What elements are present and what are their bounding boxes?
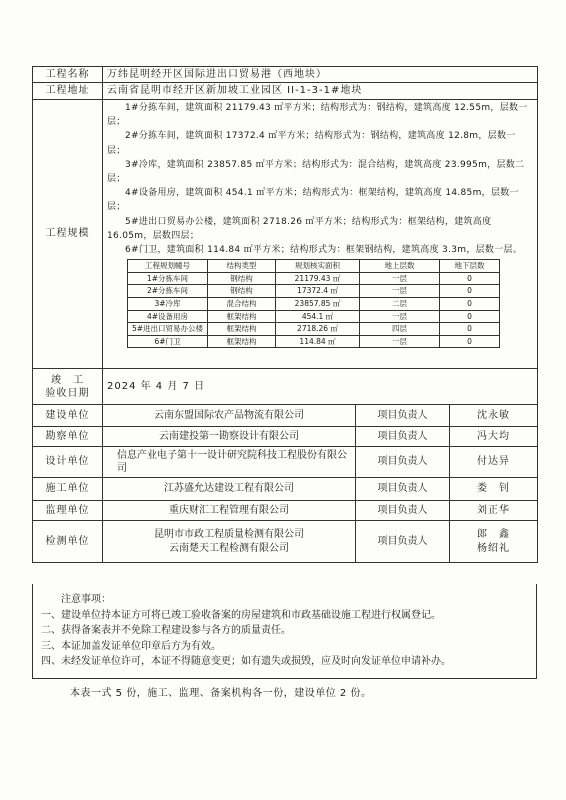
building-table-row [128,310,500,323]
project-scope-row [33,100,538,369]
scope-description [107,101,533,257]
building-table-cell: 3#冷库 [128,298,208,311]
party-row [33,447,538,478]
building-table-cell: 23857.85 ㎡ [276,298,360,311]
testing-person-1: 郎 鑫 [477,528,510,540]
building-table-header-cell: 规划核实面积 [276,260,360,273]
note-item: 一、建设单位持本证方可将已竣工验收备案的房屋建筑和市政基础设施工程进行权属登记。 [41,609,441,621]
party-label: 设计单位 [33,447,103,478]
building-table-row [128,298,500,311]
building-table-cell: 框架结构 [208,310,276,323]
building-table-cell: 21179.43 ㎡ [276,272,360,285]
scope-line: 3#冷库，建筑面积 23857.85 ㎡平方米；结构形式为：混合结构，建筑高度 23.995m，层数二层； [107,159,525,185]
building-table-cell: 钢结构 [208,285,276,298]
party-person-signature: 付达异 [450,447,538,478]
party-unit: 信息产业电子第十一设计研究院科技工程股份有限公司 [103,447,356,478]
project-name-row [33,67,538,83]
building-table-cell: 一层 [360,285,440,298]
building-table-cell: 一层 [360,310,440,323]
scope-line: 6#门卫，建筑面积 114.84 ㎡平方米；结构形式为：框架钢结构，建筑高度 3.3m，层数一层。 [125,245,523,256]
building-table-cell: 0 [440,272,500,285]
acceptance-date: 2024 年 4 月 7 日 [103,369,538,405]
testing-unit-2: 云南楚天工程检测有限公司 [169,542,289,554]
party-role: 项目负责人 [356,478,450,501]
building-table-cell: 0 [440,310,500,323]
testing-row [33,521,538,563]
party-label: 监理单位 [33,501,103,521]
building-table-cell: 框架结构 [208,323,276,336]
building-table-cell: 0 [440,323,500,336]
project-scope-content [103,100,538,369]
building-table [127,259,500,348]
building-table-cell: 一层 [360,272,440,285]
building-table-cell: 一层 [360,335,440,348]
building-table-cell: 114.84 ㎡ [276,335,360,348]
testing-label: 检测单位 [33,521,103,563]
building-table-cell: 四层 [360,323,440,336]
testing-person-2: 杨绍礼 [477,542,510,554]
building-table-cell: 17372.4 ㎡ [276,285,360,298]
party-role: 项目负责人 [356,447,450,478]
note-item: 二、获得备案表并不免除工程建设参与各方的质量责任。 [41,625,291,636]
project-scope-label: 工程规模 [33,100,103,369]
building-table-cell: 钢结构 [208,272,276,285]
building-table-cell: 454.1 ㎡ [276,310,360,323]
testing-unit-1: 昆明市市政工程质量检测有限公司 [154,528,304,540]
party-person-signature: 冯大均 [450,427,538,447]
party-row [33,478,538,501]
party-person-signature: 娄 钊 [450,478,538,501]
building-table-header [128,260,500,273]
scope-line: 5#进出口贸易办公楼，建筑面积 2718.26 ㎡平方米；结构形式为：框架结构，建筑高度 16.05m，层数四层； [107,216,492,241]
building-table-header-cell: 工程规划幢号 [128,260,208,273]
record-table [32,66,538,563]
testing-role: 项目负责人 [356,521,450,563]
project-name: 万纬昆明经开区国际进出口贸易港（西地块） [103,67,538,83]
building-table-row [128,285,500,298]
building-table-cell: 2#分拣车间 [128,285,208,298]
building-table-body [128,272,500,348]
project-address-label: 工程地址 [33,83,103,100]
project-address: 云南省昆明市经开区新加坡工业园区 II-1-3-1#地块 [103,83,538,100]
notes-title: 注意事项： [61,594,111,605]
building-table-cell: 1#分拣车间 [128,272,208,285]
building-table-cell: 二层 [360,298,440,311]
building-table-cell: 0 [440,335,500,348]
party-unit: 云南东盟国际农产品物流有限公司 [103,405,356,427]
testing-units [103,521,356,563]
building-table-header-cell: 结构类型 [208,260,276,273]
acceptance-label-line2: 验收日期 [45,387,90,399]
party-person-signature: 沈永敏 [450,405,538,427]
party-row [33,501,538,521]
building-table-cell: 4#设备用房 [128,310,208,323]
building-table-row [128,335,500,348]
party-label: 施工单位 [33,478,103,501]
building-table-header-cell: 地下层数 [440,260,500,273]
building-table-row [128,323,500,336]
party-person-signature: 刘正华 [450,501,538,521]
building-table-cell: 0 [440,298,500,311]
building-table-cell: 混合结构 [208,298,276,311]
party-row [33,405,538,427]
scope-line: 4#设备用房，建筑面积 454.1 ㎡平方米；结构形式为：框架结构，建筑高度 14.85m，层数一层； [107,188,519,213]
party-unit: 江苏盛允达建设工程有限公司 [103,478,356,501]
party-role: 项目负责人 [356,501,450,521]
party-unit: 云南建投第一勘察设计有限公司 [103,427,356,447]
building-table-row [128,272,500,285]
project-address-row [33,83,538,100]
building-table-cell: 2718.26 ㎡ [276,323,360,336]
building-table-cell: 0 [440,285,500,298]
party-label: 勘察单位 [33,427,103,447]
building-table-header-cell: 地上层数 [360,260,440,273]
scope-line: 1#分拣车间，建筑面积 21179.43 ㎡平方米；结构形式为：钢结构，建筑高度 12.55m，层数一层； [107,103,528,128]
testing-persons [450,521,538,563]
acceptance-label-line1: 竣 工 [51,374,84,386]
building-table-cell: 5#进出口贸易办公楼 [128,323,208,336]
project-name-label: 工程名称 [33,67,103,83]
party-label: 建设单位 [33,405,103,427]
notes-list [41,608,528,670]
building-table-cell: 6#门卫 [128,335,208,348]
note-item: 四、未经发证单位许可，本证不得随意变更；如有遗失或损毁，应及时向发证单位申请补办。 [41,656,451,667]
party-unit: 重庆财汇工程管理有限公司 [103,501,356,521]
party-role: 项目负责人 [356,427,450,447]
party-row [33,427,538,447]
party-rows [33,405,538,521]
acceptance-date-row [33,369,538,405]
notes-section [32,584,537,679]
acceptance-date-label [33,369,103,405]
scope-line: 2#分拣车间，建筑面积 17372.4 ㎡平方米；结构形式为：钢结构，建筑高度 12.8m，层数一层； [107,131,516,156]
party-role: 项目负责人 [356,405,450,427]
building-table-cell: 框架结构 [208,335,276,348]
note-item: 三、本证加盖发证单位印章后方为有效。 [41,640,221,652]
footer-note: 本表一式 5 份，施工、监理、备案机构各一份，建设单位 2 份。 [70,688,372,699]
